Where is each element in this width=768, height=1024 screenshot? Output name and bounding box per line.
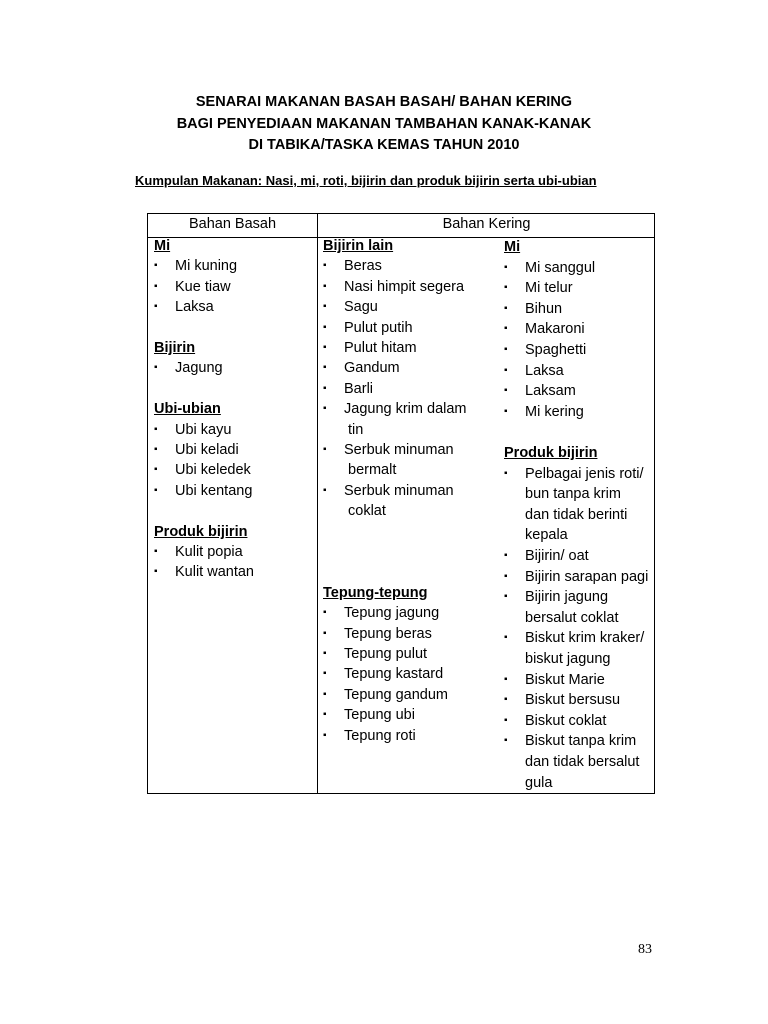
list-item-text: bun tanpa krim [525,486,621,503]
list-item-text: Makaroni [525,321,585,338]
section-heading [154,236,170,256]
list-item-text: bersalut coklat [525,609,619,626]
bullet-icon: ▪ [323,301,327,313]
list-item-text: Bihun [525,300,563,317]
list-item-text: Kulit popia [175,544,243,560]
bullet-icon: ▪ [154,423,158,435]
list-item-text: Mi telur [525,280,573,297]
list-item-text: Bijirin sarapan pagi [525,568,649,585]
bullet-icon: ▪ [323,342,327,353]
bullet-icon: ▪ [323,648,327,659]
bullet-icon: ▪ [504,364,508,376]
list-item-text: coklat [348,503,386,520]
bullet-icon: ▪ [504,550,508,561]
bullet-icon: ▪ [504,302,508,314]
bullet-icon: ▪ [504,632,508,644]
bullet-icon: ▪ [504,570,508,582]
list-item-text: Laksa [525,362,564,379]
bullet-icon: ▪ [504,714,508,726]
list-item-text: Tepung gandum [344,686,448,703]
list-item-text: Bijirin jagung [525,589,609,606]
section-heading [504,443,597,463]
title-line-1: SENARAI MAKANAN BASAH BASAH/ BAHAN KERING [195,94,573,110]
bullet-icon: ▪ [504,261,508,273]
bullet-icon: ▪ [323,607,327,619]
bullet-icon: ▪ [323,444,327,455]
food-group-subtitle: Kumpulan Makanan: Nasi, mi, roti, bijirin dan produk bijirin serta ubi-ubian [135,173,597,188]
bullet-icon: ▪ [504,405,508,417]
list-item-text: Ubi kayu [175,421,232,438]
section-heading [323,236,393,256]
list-item-text: Beras [344,258,382,275]
list-item-text: dan tidak bersalut [525,754,640,770]
section-heading-text: Bijirin [154,340,196,356]
list-item-text: Nasi himpit segera [344,278,465,295]
bullet-icon: ▪ [154,280,158,292]
bullet-icon: ▪ [504,694,508,706]
bullet-icon: ▪ [504,282,508,294]
list-item-text: Mi kuning [175,258,238,275]
bullet-icon: ▪ [323,709,327,721]
list-item-text: Mi kering [525,403,584,420]
bullet-icon: ▪ [154,546,158,557]
list-item-text: Serbuk minuman [344,482,454,499]
bullet-icon: ▪ [154,362,158,374]
section-heading-text: Bijirin lain [323,238,394,254]
page-number: 83 [638,942,652,957]
bullet-icon: ▪ [323,362,327,374]
list-item-text: Tepung pulut [344,646,428,662]
list-item-text: Ubi keledek [175,462,251,479]
list-item-text: dan tidak berinti [525,506,628,523]
list-item-text: Kue tiaw [175,278,231,295]
list-item-text: Kulit wantan [175,564,254,581]
section-heading-text: Produk bijirin [504,445,598,461]
list-item-text: Sagu [344,299,378,316]
bullet-icon: ▪ [323,729,327,741]
bullet-icon: ▪ [504,385,508,397]
list-item-text: Pelbagai jenis roti/ [525,465,644,482]
list-item-text: Bijirin/ oat [525,548,589,564]
bullet-icon: ▪ [323,627,327,639]
list-item-text: Barli [344,380,374,397]
bullet-icon: ▪ [323,688,327,700]
section-heading-text: Ubi-ubian [154,401,221,418]
header-bahan-basah: Bahan Basah [188,216,277,232]
list-item-text: Pulut putih [344,319,413,336]
title-line-2: BAGI PENYEDIAAN MAKANAN TAMBAHAN KANAK-KANAK [176,116,592,132]
bullet-icon: ▪ [504,673,508,685]
list-item-text: Tepung beras [344,625,432,642]
list-item-text: Biskut tanpa krim [525,733,637,750]
bullet-icon: ▪ [154,484,158,496]
section-heading [154,338,195,358]
bullet-icon: ▪ [323,403,327,415]
section-heading-text: Mi [504,239,521,255]
bullet-icon: ▪ [154,301,158,313]
list-item-text: Pulut hitam [344,340,417,356]
list-item-text: Jagung [175,360,223,377]
bullet-icon: ▪ [504,467,508,479]
bullet-icon: ▪ [323,484,327,496]
list-item-text: Biskut krim kraker/ [525,630,645,647]
bullet-icon: ▪ [323,668,327,680]
list-item-text: Laksam [525,383,576,400]
bullet-icon: ▪ [504,344,508,355]
section-heading-text: Produk bijirin [154,523,248,540]
list-item-text: Spaghetti [525,342,587,358]
bullet-icon: ▪ [504,323,508,335]
section-heading [154,399,221,419]
bullet-icon: ▪ [154,444,158,455]
list-item-text: Laksa [175,299,214,316]
bullet-icon: ▪ [504,591,508,603]
list-item-text: Jagung krim dalam [344,401,467,418]
header-bahan-kering: Bahan Kering [442,216,531,232]
list-item-text: biskut jagung [525,651,611,667]
list-item-text: gula [525,774,553,791]
bullet-icon: ▪ [504,735,508,747]
section-heading-text: Tepung-tepung [323,584,428,601]
food-table [147,213,655,794]
list-item-text: Ubi keladi [175,442,239,458]
list-item-text: kepala [525,527,568,544]
list-item-text: Tepung ubi [344,707,415,724]
list-item-text: Gandum [344,360,400,377]
list-item-text: Tepung kastard [344,666,444,683]
bullet-icon: ▪ [154,260,158,272]
list-item-text: Biskut Marie [525,671,605,688]
section-heading [323,583,427,603]
list-item-text: Biskut coklat [525,712,607,729]
list-item-text: Tepung jagung [344,605,440,622]
list-item-text: tin [348,421,364,438]
list-item-text: Tepung roti [344,727,416,744]
list-item-text: Mi sanggul [525,259,596,276]
bullet-icon: ▪ [323,280,327,292]
header-divider [148,237,654,238]
bullet-icon: ▪ [154,464,158,476]
bullet-icon: ▪ [323,321,327,333]
section-heading-text: Mi [154,238,171,254]
bullet-icon: ▪ [323,382,327,394]
bullet-icon: ▪ [323,260,327,272]
title-line-3: DI TABIKA/TASKA KEMAS TAHUN 2010 [248,137,520,153]
column-divider [317,214,318,793]
section-heading [154,522,247,542]
list-item-text: Ubi kentang [175,482,253,499]
list-item-text: Serbuk minuman [344,442,454,458]
bullet-icon: ▪ [154,566,158,578]
section-heading [504,237,520,257]
list-item-text: Biskut bersusu [525,692,621,709]
list-item-text: bermalt [348,462,397,479]
